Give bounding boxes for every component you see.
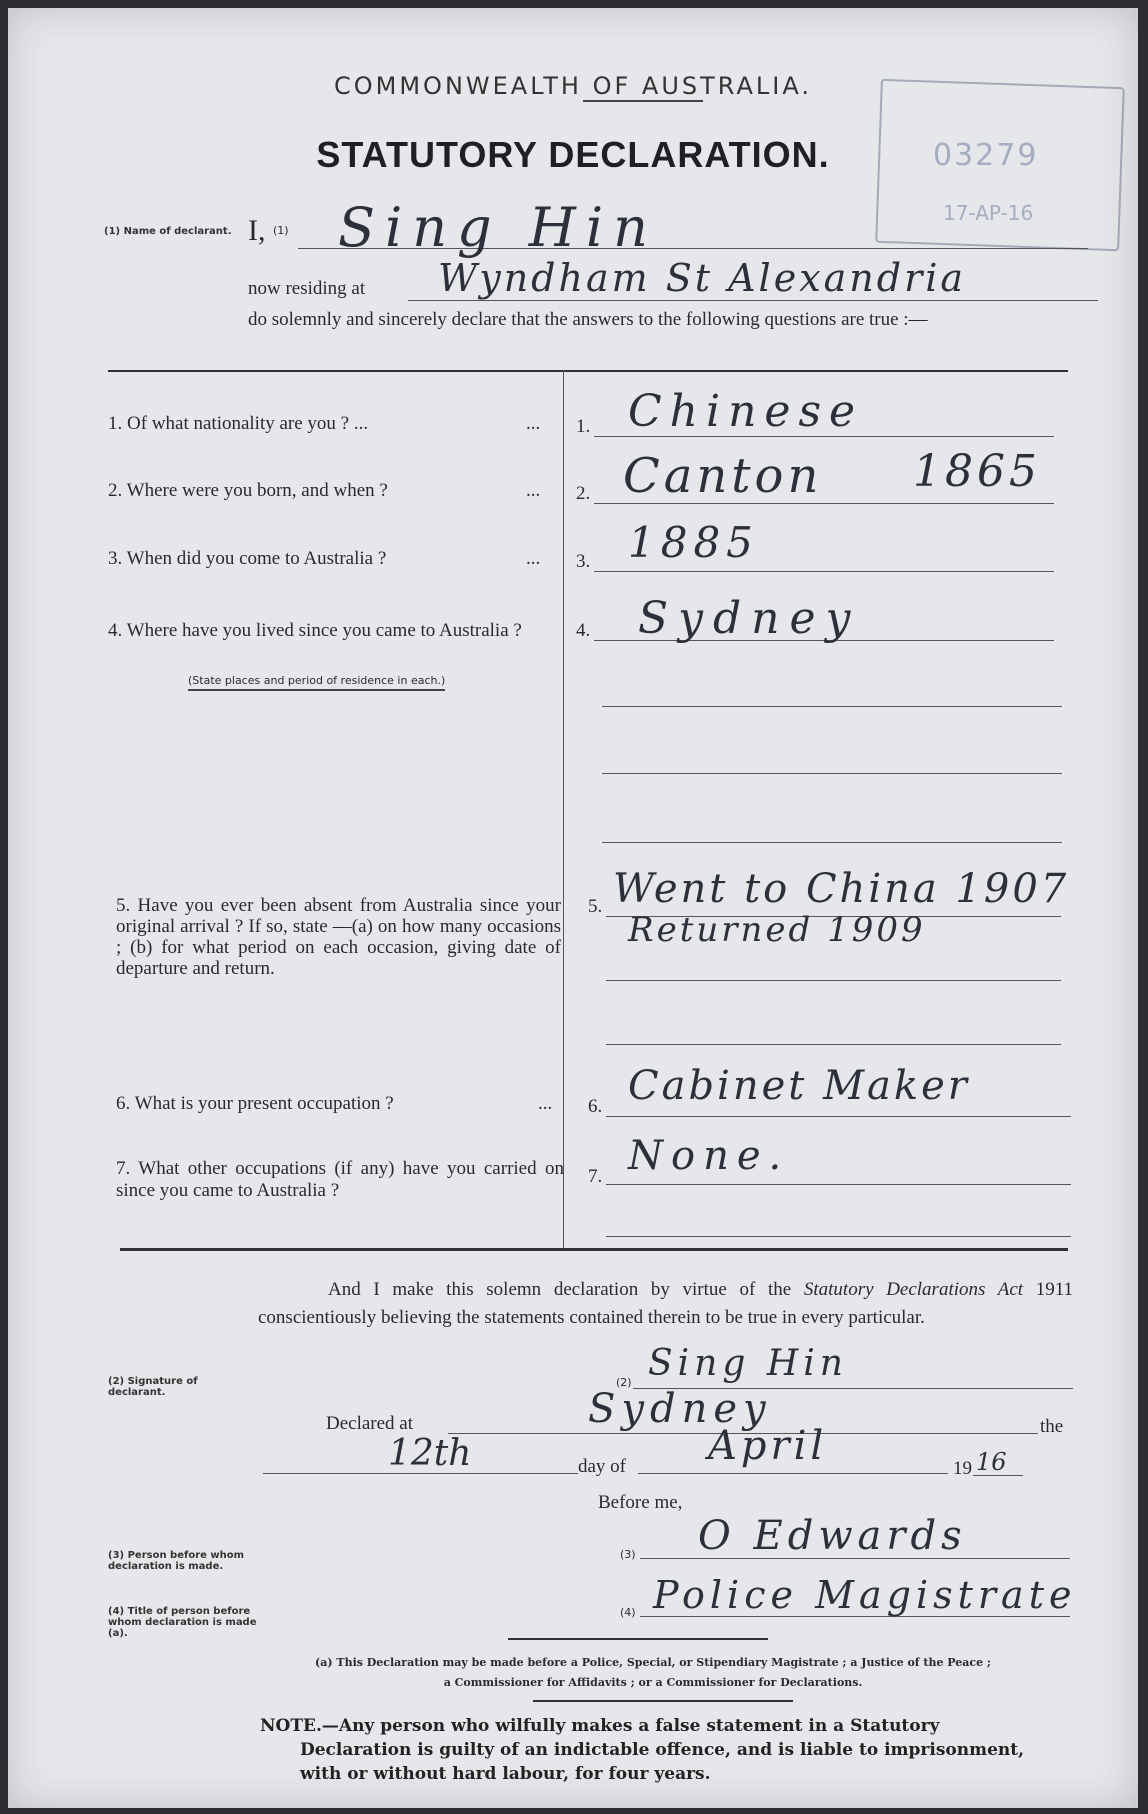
questions-divider bbox=[563, 370, 564, 1248]
year-line bbox=[973, 1475, 1023, 1476]
a3-line bbox=[594, 571, 1054, 572]
residence-line bbox=[408, 300, 1098, 301]
a2-answer-place: Canton bbox=[623, 448, 823, 504]
note-line-1: NOTE.—Any person who wilfully makes a false statement in a Statutory bbox=[260, 1716, 940, 1736]
declared-day: 12th bbox=[388, 1433, 472, 1474]
title-marker: (4) bbox=[620, 1606, 636, 1619]
legal-note bbox=[260, 1714, 1080, 1786]
questions-bottom-rule bbox=[120, 1248, 1068, 1251]
residence-value: Wyndham St Alexandria bbox=[438, 256, 967, 300]
declaration-page bbox=[8, 8, 1138, 1808]
a3-answer: 1885 bbox=[628, 518, 759, 567]
footnote-rule bbox=[508, 1638, 768, 1640]
a5-answer-line2: Returned 1909 bbox=[628, 910, 926, 950]
footnote bbox=[238, 1653, 1068, 1693]
footnote-line-2: a Commissioner for Affidavits ; or a Commissioner for Declarations. bbox=[443, 1676, 863, 1689]
a4-line-4 bbox=[602, 842, 1062, 843]
title-margin-label: (4) Title of person before whom declaration is made (a). bbox=[108, 1606, 257, 1639]
declaration-text-b: 1911 conscientiously believing the statements contained therein to be true in every particular. bbox=[258, 1279, 1074, 1328]
q1-dots: ... bbox=[526, 413, 541, 434]
the-label: the bbox=[1040, 1416, 1064, 1437]
a5-line-3 bbox=[606, 1044, 1061, 1045]
q6-number: 6. bbox=[116, 1093, 131, 1114]
q1-text: Of what nationality are you ? ... bbox=[127, 413, 369, 434]
q3-dots: ... bbox=[526, 548, 541, 569]
a2-answer-year: 1865 bbox=[913, 446, 1041, 497]
declared-year: 16 bbox=[976, 1448, 1007, 1476]
header-divider bbox=[583, 100, 703, 102]
commonwealth-heading: COMMONWEALTH OF AUSTRALIA. bbox=[333, 72, 813, 100]
person-before-whom: O Edwards bbox=[698, 1513, 967, 1559]
residing-label: now residing at bbox=[248, 278, 366, 299]
declarant-name: Sing Hin bbox=[338, 196, 658, 259]
declaration-act: Statutory Declarations Act bbox=[803, 1279, 1024, 1300]
a6-number: 6. bbox=[588, 1096, 603, 1117]
a4-answer: Sydney bbox=[638, 593, 861, 644]
q4-text: Where have you lived since you came to Australia ? bbox=[126, 620, 522, 641]
footnote-line-1: (a) This Declaration may be made before a Police, Special, or Stipendiary Magistrate ; a Justice of the Peace ; bbox=[315, 1656, 991, 1669]
a4-number: 4. bbox=[576, 620, 591, 641]
q3-number: 3. bbox=[108, 548, 123, 569]
page-title: STATUTORY DECLARATION. bbox=[316, 134, 830, 175]
declaration-paragraph bbox=[258, 1276, 1073, 1332]
note-line-3: with or without hard labour, for four years. bbox=[300, 1764, 711, 1784]
a4-line-2 bbox=[602, 706, 1062, 707]
a2-number: 2. bbox=[576, 483, 591, 504]
stamp-number: 03279 bbox=[933, 138, 1039, 173]
questions-top-rule bbox=[108, 370, 1068, 372]
a7-number: 7. bbox=[588, 1166, 603, 1187]
declarant-marker: (1) bbox=[273, 224, 289, 237]
note-line-2: Declaration is guilty of an indictable offence, and is liable to imprisonment, bbox=[300, 1740, 1025, 1760]
declared-month: April bbox=[708, 1423, 828, 1469]
declarant-prefix: I, bbox=[248, 214, 266, 247]
q6-dots: ... bbox=[538, 1093, 553, 1114]
magistrate-title: Police Magistrate bbox=[653, 1573, 1077, 1617]
stamp-date: 17-AP-16 bbox=[943, 201, 1034, 225]
q3-text: When did you come to Australia ? bbox=[126, 548, 387, 569]
a7-line-2 bbox=[606, 1236, 1071, 1237]
signature-margin-label: (2) Signature of declarant. bbox=[108, 1376, 198, 1398]
q7-text: What other occupations (if any) have you carried on since you came to Australia ? bbox=[116, 1158, 564, 1201]
q5-number: 5. bbox=[116, 895, 131, 916]
a5-answer-line1: Went to China 1907 bbox=[613, 866, 1070, 912]
q4-subnote: (State places and period of residence in each.) bbox=[188, 674, 445, 691]
before-me-label: Before me, bbox=[598, 1492, 683, 1513]
declarant-signature: Sing Hin bbox=[648, 1343, 848, 1384]
a6-answer: Cabinet Maker bbox=[628, 1063, 970, 1109]
signature-marker: (2) bbox=[616, 1376, 632, 1389]
a4-line-3 bbox=[602, 773, 1062, 774]
q2-dots: ... bbox=[526, 480, 541, 501]
day-of-label: day of bbox=[578, 1456, 627, 1477]
person-margin-label: (3) Person before whom declaration is made. bbox=[108, 1550, 245, 1572]
declaration-intro: do solemnly and sincerely declare that the answers to the following questions are true :— bbox=[248, 309, 928, 330]
a7-line bbox=[606, 1184, 1071, 1185]
a5-number: 5. bbox=[588, 896, 603, 917]
q7-number: 7. bbox=[116, 1158, 131, 1179]
note-rule bbox=[533, 1700, 793, 1702]
a5-line-2 bbox=[606, 980, 1061, 981]
declaration-text-a: And I make this solemn declaration by virtue of the bbox=[328, 1279, 792, 1300]
year-prefix: 19 bbox=[953, 1458, 972, 1479]
person-marker: (3) bbox=[620, 1548, 636, 1561]
a3-number: 3. bbox=[576, 551, 591, 572]
a1-number: 1. bbox=[576, 416, 591, 437]
month-line bbox=[638, 1473, 948, 1474]
q4-number: 4. bbox=[108, 620, 123, 641]
declared-place: Sydney bbox=[588, 1386, 772, 1432]
declarant-margin-label: (1) Name of declarant. bbox=[104, 226, 232, 237]
q6-text: What is your present occupation ? bbox=[134, 1093, 394, 1114]
a1-answer: Chinese bbox=[628, 386, 864, 437]
declared-at-label: Declared at bbox=[326, 1413, 414, 1434]
q2-text: Where were you born, and when ? bbox=[126, 480, 388, 501]
a7-answer: None. bbox=[628, 1133, 790, 1179]
q1-number: 1. bbox=[108, 413, 123, 434]
a6-line bbox=[606, 1116, 1071, 1117]
q2-number: 2. bbox=[108, 480, 123, 501]
q5-text: Have you ever been absent from Australia since your original arrival ? If so, state —(a) on how many occasions ; (b) for what period on each occasion, giving date of departure and return. bbox=[116, 895, 561, 979]
